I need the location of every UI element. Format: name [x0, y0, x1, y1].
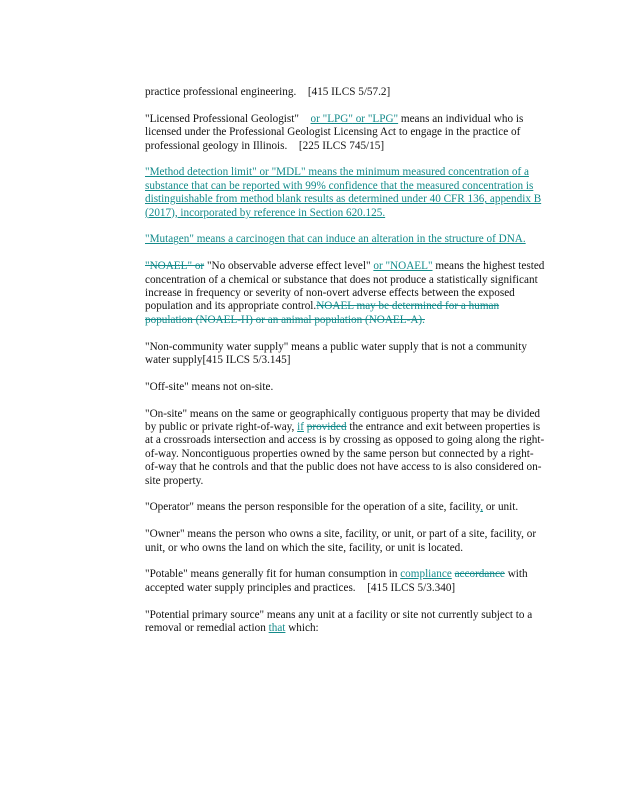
paragraph-noael	[145, 260, 545, 327]
paragraph-text: "Potable" means generally fit for human consumption in	[145, 568, 401, 581]
inserted-text: if	[297, 421, 304, 434]
paragraph-text: "Potential primary source" means any unit at a facility or site not currently subject to a removal or remedial action	[145, 608, 533, 635]
citation: [415 ILCS 5/3.145]	[202, 354, 291, 367]
inserted-text: "Mutagen" means a carcinogen that can induce an alteration in the structure of DNA.	[145, 233, 526, 246]
paragraph-owner	[145, 528, 545, 555]
paragraph-text: the entrance and exit between properties is at a crossroads intersection and access is by crossing as opposed to going along the right-of-way. Noncontiguous properties owned by the same person but connected by a right-of-way that he controls and that the public does not have access to is also considered on-site property.	[145, 421, 545, 487]
deleted-text: provided	[306, 421, 347, 434]
inserted-text: compliance	[400, 568, 452, 581]
deleted-text: "NOAEL" or	[145, 260, 205, 273]
inserted-text: or "NOAEL"	[373, 260, 433, 273]
inserted-text: or "LPG"	[352, 112, 399, 125]
document-body	[145, 86, 545, 649]
paragraph-text: "On-site" means on the same or geographically contiguous property that may be divided by public or private right-of-way,	[145, 407, 540, 434]
paragraph-text: means the highest tested concentration of a chemical or substance that does not produce a statistically significant increase in frequency or severity of non-overt adverse effects between the exposed population and its appropriate control.	[145, 260, 545, 313]
paragraph-text: "Off-site" means not on-site.	[145, 380, 274, 393]
paragraph-potable	[145, 568, 545, 595]
paragraph-off-site	[145, 381, 545, 394]
paragraph-on-site	[145, 408, 545, 488]
paragraph-text: means an individual who is licensed under the Professional Geologist Licensing Act to engage in the practice of professional geology in Illinois.	[145, 112, 524, 152]
inserted-text: ,	[480, 501, 484, 514]
paragraph-potential-primary-source	[145, 609, 545, 636]
paragraph-text: or unit.	[483, 501, 519, 514]
paragraph-text: "Operator" means the person responsible for the operation of a site, facility	[145, 501, 481, 514]
paragraph-non-community-water	[145, 341, 545, 368]
deleted-text: NOAEL may be determined for a human population (NOAEL-H) or an animal population (NOAEL-A).	[145, 300, 500, 326]
paragraph-text: with accepted water supply principles and practices.	[145, 568, 528, 594]
deleted-text: accordance	[454, 568, 505, 581]
paragraph-licensed-geologist	[145, 113, 545, 153]
defined-term: "Licensed Professional Geologist"	[145, 112, 299, 125]
paragraph-mutagen	[145, 233, 545, 246]
paragraph-text: "No observable adverse effect level"	[204, 260, 374, 273]
paragraph-text: "Owner" means the person who owns a site, facility, or unit, or part of a site, facility, or unit, or who owns the land on which the site, facility, or unit is located.	[145, 528, 537, 554]
paragraph-engineering	[145, 86, 545, 99]
paragraph-method-detection-limit	[145, 166, 545, 220]
inserted-text: "Method detection limit" or "MDL" means the minimum measured concentration of a substance that can be reported with 99% confidence that the measured concentration is distinguishable from method blank results as determined under 40 CFR 136, appendix B (2017), incorporated by reference in Section 620.125.	[145, 166, 542, 219]
inserted-text: or "LPG"	[310, 112, 353, 125]
paragraph-text: "Non-community water supply" means a public water supply that is not a community water supply	[145, 340, 527, 367]
paragraph-text: practice professional engineering.	[145, 86, 297, 98]
citation: [415 ILCS 5/3.340]	[367, 581, 456, 594]
inserted-text: that	[268, 622, 286, 635]
paragraph-text: which:	[285, 622, 319, 635]
citation: [225 ILCS 745/15]	[298, 139, 385, 152]
citation: [415 ILCS 5/57.2]	[307, 86, 391, 98]
paragraph-operator	[145, 501, 545, 514]
